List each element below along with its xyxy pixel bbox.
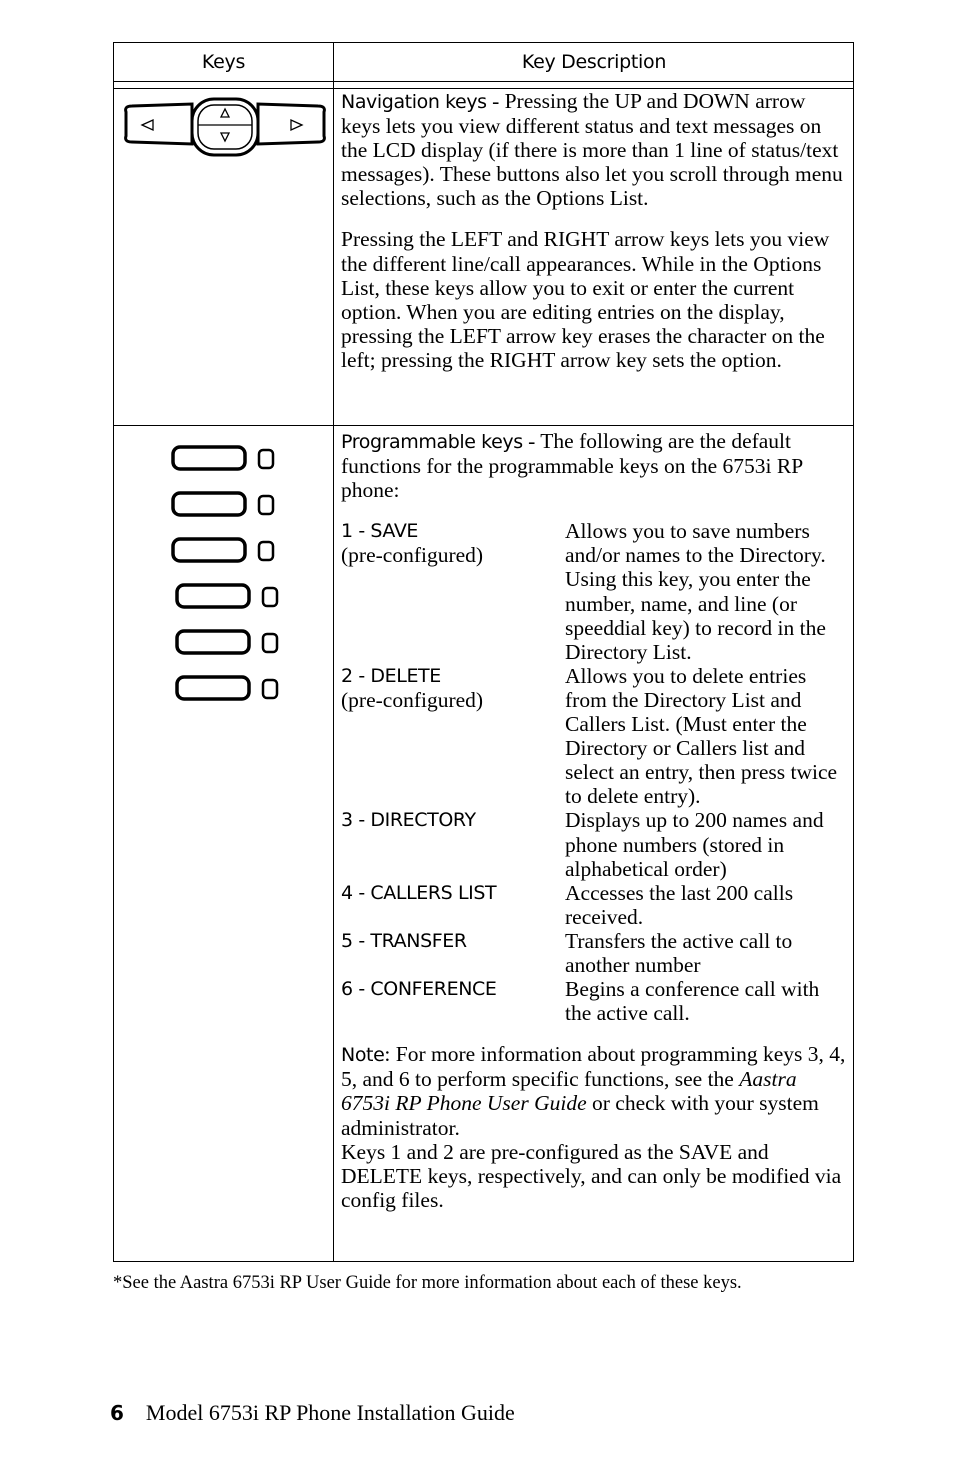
key-name: 2 - DELETE — [341, 664, 441, 687]
programmable-key-5 — [177, 631, 277, 653]
programmable-key-1 — [173, 447, 273, 469]
key-sub: (pre-configured) — [341, 687, 484, 712]
programmable-keys-icon — [170, 445, 290, 705]
key-desc: Allows you to save numbers and/or names to the Directory. Using this key, you enter the number, name, and line (or speeddial key) to record in the Directory List. — [565, 519, 826, 664]
note-text-2: or check with your system administrator. — [341, 1091, 819, 1140]
note-text-1: : For more information about programming keys 3, 4, 5, and 6 to perform specific functions, see the — [341, 1042, 846, 1092]
footnote: *See the Aastra 6753i RP User Guide for more information about each of these keys. — [113, 1273, 742, 1293]
navigation-text-2: Pressing the LEFT and RIGHT arrow keys lets you view the different line/call appearances. While in the Options List, these keys allow you to exit or enter the current option. When you are editing entries on the display, pressing the LEFT arrow key erases the character on the left; pressing the RIGHT arrow key sets the option. — [341, 227, 830, 372]
key-row-save — [341, 519, 849, 664]
programmable-key-4 — [177, 585, 277, 607]
page-footer — [110, 1400, 515, 1426]
note-paragraph — [341, 1042, 849, 1139]
key-row-transfer — [341, 929, 849, 977]
key-name: 3 - DIRECTORY — [341, 809, 476, 832]
key-desc: Accesses the last 200 calls received. — [565, 880, 794, 929]
programmable-key-2 — [173, 493, 273, 515]
programmable-key-list — [341, 519, 849, 1025]
navigation-keys-icon — [120, 96, 330, 158]
key-desc: Transfers the active call to another number — [565, 928, 793, 977]
header-key-description: Key Description — [521, 51, 667, 73]
key-desc: Allows you to delete entries from the Directory List and Callers List. (Must enter the Directory or Callers list and select an entry, then press twice to delete entry). — [565, 663, 838, 809]
programmable-key-3 — [173, 539, 273, 561]
key-row-conference — [341, 977, 849, 1025]
programmable-intro-text: - The following are the default functions for the programmable keys on the 6753i RP phone: — [341, 429, 803, 503]
key-row-directory — [341, 808, 849, 880]
programmable-intro — [341, 429, 849, 502]
key-name: 1 - SAVE — [341, 520, 419, 543]
programmable-description — [341, 429, 849, 1212]
key-row-delete — [341, 664, 849, 809]
key-name: 4 - CALLERS LIST — [341, 881, 497, 904]
navigation-paragraph-1 — [341, 89, 849, 210]
programmable-label: Programmable keys — [341, 431, 523, 453]
key-name: 5 - TRANSFER — [341, 929, 467, 952]
key-sub: (pre-configured) — [341, 543, 484, 568]
footer-title: Model 6753i RP Phone Installation Guide — [145, 1400, 515, 1425]
column-divider — [333, 43, 334, 1261]
header-keys: Keys — [201, 51, 246, 73]
programmable-key-6 — [177, 677, 277, 699]
navigation-description — [341, 89, 849, 372]
navigation-text-1: - Pressing the UP and DOWN arrow keys lets you view different status and text messages on the LCD display (if there is more than 1 line of status/text messages). These buttons also let you scroll through menu selections, such as the Options List. — [341, 89, 843, 211]
navigation-label: Navigation keys — [341, 91, 487, 113]
key-row-callers-list — [341, 881, 849, 929]
page-number: 6 — [110, 1401, 124, 1425]
header-divider — [114, 81, 853, 82]
note-label: Note — [341, 1044, 385, 1067]
row-divider — [114, 425, 853, 426]
keys-table — [113, 42, 854, 1262]
key-desc: Displays up to 200 names and phone numbers (stored in alphabetical order) — [565, 808, 824, 881]
note-text-3: Keys 1 and 2 are pre-configured as the SAVE and DELETE keys, respectively, and can only be modified via config files. — [341, 1139, 842, 1212]
key-desc: Begins a conference call with the active call. — [565, 977, 820, 1026]
note-user-guide-title: Aastra 6753i RP Phone User Guide — [341, 1067, 797, 1116]
key-name: 6 - CONFERENCE — [341, 978, 497, 1001]
